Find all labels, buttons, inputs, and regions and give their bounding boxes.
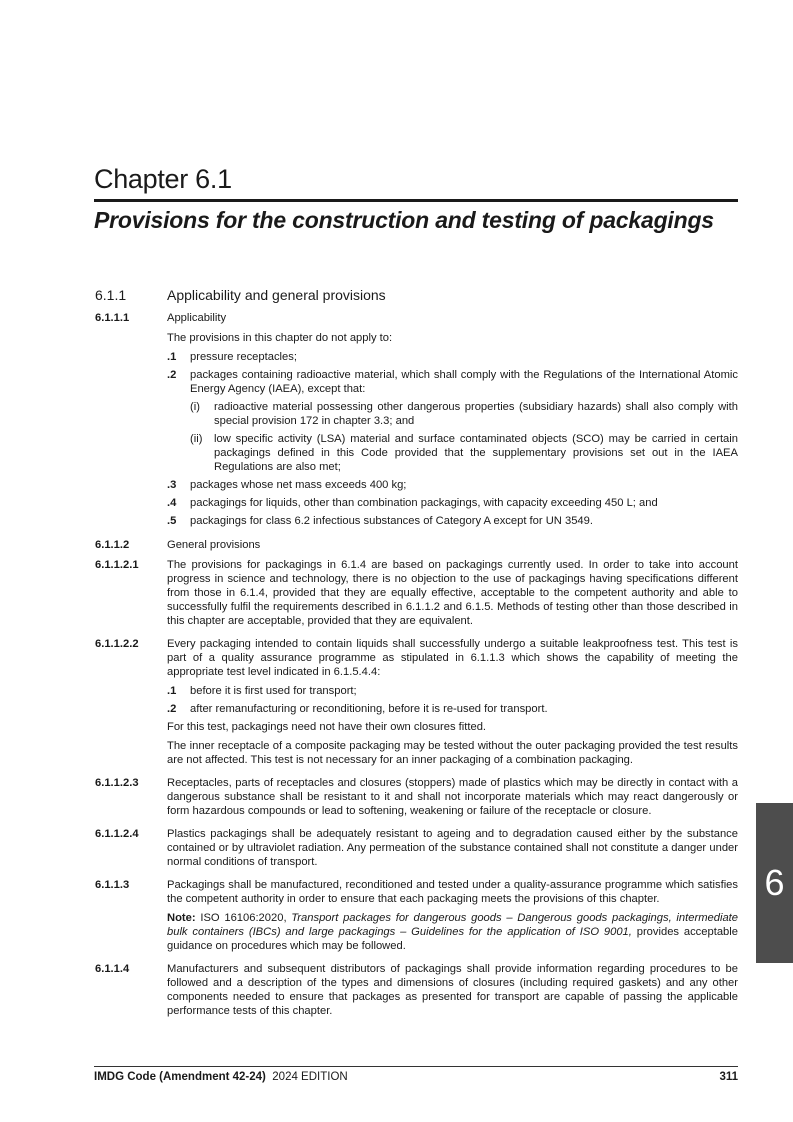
paragraph-number: 6.1.1.4 [95,963,130,975]
section-6-1-1-2-heading [95,538,738,552]
note-citation: Transport packages for dangerous goods – Dangerous goods packagings, intermediate bulk containers (IBCs) and large packagings – Guidelines for the application of ISO 9001, [167,912,738,938]
footer-rule [94,1066,738,1067]
section-number: 6.1.1.1 [95,312,130,324]
paragraph-number: 6.1.1.2.3 [95,777,139,789]
footer-publication [94,1071,348,1083]
paragraph-number: 6.1.1.3 [95,879,130,891]
paragraph-6-1-1-2-4 [95,827,738,869]
sub-list-item: (ii) low specific activity (LSA) material and surface contaminated objects (SCO) may be carried in certain packagings defined in this Code provided that the supplementary provisions set out in the IAEA Regulations are also met; [190,433,738,473]
paragraph-text: The inner receptacle of a composite packaging may be tested without the outer packaging provided the test results are not affected. This test is not necessary for an inner packaging of a combination packaging. [167,740,738,766]
chapter-title: Chapter 6.1 [94,164,232,194]
section-6-1-1-1-heading [95,311,738,325]
page-number: 311 [719,1071,738,1083]
page-content [95,288,738,1027]
section-6-1-1-1-body [95,331,738,532]
paragraph-number: 6.1.1.2.1 [95,559,139,571]
publication-title: IMDG Code (Amendment 42-24) [94,1071,266,1083]
section-6-1-1-heading [95,288,738,302]
note-label: Note: [167,912,196,924]
paragraph-6-1-1-2-3 [95,776,738,818]
section-number: 6.1.1.2 [95,539,130,551]
paragraph-6-1-1-2-1 [95,558,738,628]
paragraph-text: Packagings shall be manufactured, reconditioned and tested under a quality-assurance programme which satisfies the competent authority in order to ensure that each packaging meets the provisions of this chapter. [167,879,738,905]
edition: 2024 EDITION [272,1071,348,1083]
chapter-rule [94,199,738,202]
list-item: .5 packagings for class 6.2 infectious substances of Category A except for UN 3549. [167,515,593,527]
paragraph-number: 6.1.1.2.4 [95,828,139,840]
paragraph-6-1-1-4 [95,962,738,1018]
list-item: .3 packages whose net mass exceeds 400 kg; [167,479,407,491]
list-item: .2 after remanufacturing or reconditioning, before it is re-used for transport. [167,703,548,715]
paragraph-number: 6.1.1.2.2 [95,638,139,650]
paragraph-text: Plastics packagings shall be adequately resistant to ageing and to degradation caused either by the substance contained or by ultraviolet radiation. Any permeation of the substance contained shall not constitute a danger under normal conditions of transport. [167,828,738,868]
paragraph-text: Receptacles, parts of receptacles and closures (stoppers) made of plastics which may be directly in contact with a dangerous substance shall be resistant to it and shall not incorporate materials which may react dangerously or form hazardous compounds or lead to softening, weakening or failure of the receptacle or closure. [167,777,738,817]
list-item: .2 packages containing radioactive material, which shall comply with the Regulations of the International Atomic Energy Agency (IAEA), except that: [167,369,738,395]
paragraph-6-1-1-3 [95,878,738,953]
section-title: Applicability [167,312,227,324]
paragraph-6-1-1-2-2 [95,637,738,767]
section-number: 6.1.1 [95,287,127,303]
section-title: Applicability and general provisions [167,287,386,303]
list-item: .4 packagings for liquids, other than combination packagings, with capacity exceeding 450 L; and [167,497,658,509]
intro-text: The provisions in this chapter do not apply to: [167,332,393,344]
chapter-subtitle: Provisions for the construction and testing of packagings [94,207,714,233]
list-item: .1 pressure receptacles; [167,351,297,363]
paragraph-text: Manufacturers and subsequent distributors of packagings shall provide information regarding procedures to be followed and a description of the types and dimensions of closures (including required gaskets) and any other components needed to ensure that packages as presented for transport are capable of passing the applicable performance tests of this chapter. [167,963,738,1017]
note: Note: ISO 16106:2020, Transport packages for dangerous goods – Dangerous goods packagings, intermediate bulk containers (IBCs) and large packagings – Guidelines for the application of ISO 9001, provides acceptable guidance on procedures which may be followed. [167,912,738,952]
chapter-thumb-tab: 6 [756,803,793,963]
list-item: .1 before it is first used for transport; [167,685,357,697]
paragraph-text: Every packaging intended to contain liquids shall successfully undergo a suitable leakproofness test. This test is part of a quality assurance programme as stipulated in 6.1.1.3 which shows the capability of meeting the appropriate test level indicated in 6.1.5.4.4: [167,638,738,678]
sub-list-item: (i) radioactive material possessing other dangerous properties (subsidiary hazards) shall also comply with special provision 172 in chapter 3.3; and [190,401,738,427]
section-title: General provisions [167,539,261,551]
paragraph-text: For this test, packagings need not have their own closures fitted. [167,721,487,733]
paragraph-text: The provisions for packagings in 6.1.4 are based on packagings currently used. In order to take into account progress in science and technology, there is no objection to the use of packagings having specifications different from those in 6.1.4, provided that they are equally effective, acceptable to the competent authority and able to successfully fulfil the requirements described in 6.1.1.2 and 6.1.5. Methods of testing other than those described in this chapter are acceptable, provided that they are equivalent. [167,559,738,627]
